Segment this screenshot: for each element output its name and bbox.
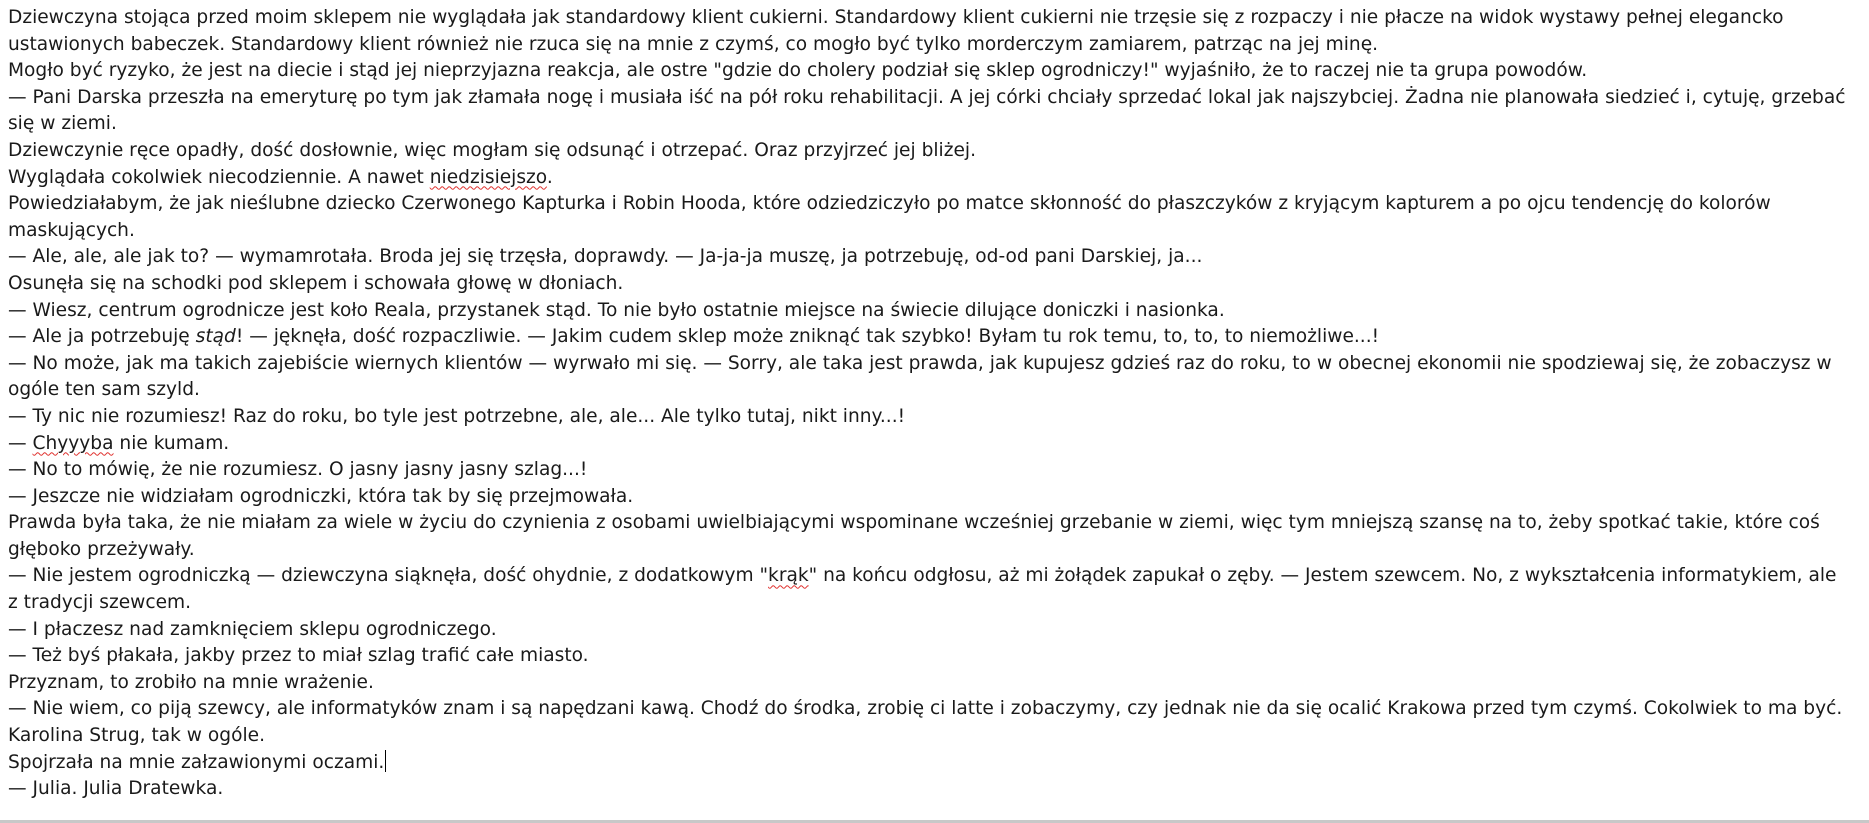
paragraph-p10[interactable] xyxy=(8,324,1848,351)
text-run: Przyznam, to zrobiło na mnie wrażenie. xyxy=(8,671,374,693)
spellcheck-flagged-word: niedzisiejszo xyxy=(429,166,547,188)
paragraph-p11[interactable] xyxy=(8,351,1848,404)
text-run: Prawda była taka, że nie miałam za wiele w życiu do czynienia z osobami uwielbiającymi wspominane wcześniej grzebanie w ziemi, więc tym mniejszą szansę na to, żeby spotkać takie, które coś głęboko przeżywały. xyxy=(8,512,1826,560)
paragraph-p14[interactable] xyxy=(8,457,1848,484)
paragraph-p23[interactable] xyxy=(8,776,1848,803)
text-run: — Julia. Julia Dratewka. xyxy=(8,778,224,800)
paragraph-p18[interactable] xyxy=(8,617,1848,644)
text-run: — Wiesz, centrum ogrodnicze jest koło Reala, przystanek stąd. To nie było ostatnie miejsce na świecie dilujące doniczki i nasionka. xyxy=(8,299,1225,321)
text-run: Wyglądała cokolwiek niecodziennie. A nawet xyxy=(8,166,430,188)
paragraph-p15[interactable] xyxy=(8,484,1848,511)
paragraph-p22[interactable] xyxy=(8,750,1848,777)
text-cursor xyxy=(385,750,386,772)
text-run: — xyxy=(8,432,33,454)
text-run: — No może, jak ma takich zajebiście wiernych klientów — wyrwało mi się. — Sorry, ale taka jest prawda, jak kupujesz gdzieś raz do roku, to w obecnej ekonomii nie spodziewaj się, że zobaczysz w ogóle ten sam szyld. xyxy=(8,352,1838,401)
text-run: — Ale ja potrzebuję xyxy=(8,326,196,348)
text-run: — Nie wiem, co piją szewcy, ale informatyków znam i są napędzani kawą. Chodź do środka, zrobię ci latte i zobaczymy, czy jednak nie da się ocalić Krakowa przed tym czymś. Cokolwiek to ma być. Karolina Strug, tak w ogóle. xyxy=(8,698,1849,747)
text-run: Spojrzała na mnie załzawionymi oczami. xyxy=(8,751,385,773)
paragraph-p3[interactable] xyxy=(8,85,1852,138)
paragraph-p21[interactable] xyxy=(8,696,1848,749)
paragraph-p5[interactable] xyxy=(8,165,1848,192)
text-run: — Pani Darska przeszła na emeryturę po tym jak złamała nogę i musiała iść na pół roku rehabilitacji. A jej córki chciały sprzedać lokal jak najszybciej. Żadna nie planowała siedzieć i, cytuję, grzebać się w ziemi. xyxy=(8,86,1852,135)
text-run: Dziewczyna stojąca przed moim sklepem nie wyglądała jak standardowy klient cukierni. Standardowy klient cukierni nie trzęsie się z rozpaczy i nie płacze na widok wystawy pełnej elegancko ustawionych babeczek. Standardowy klient również nie rzuca się na mnie z czymś, co mogło być tylko morderczym zamiarem, patrząc na jej minę. xyxy=(8,7,1790,55)
paragraph-p20[interactable] xyxy=(8,670,1848,697)
text-run: . xyxy=(546,166,553,188)
paragraph-p7[interactable] xyxy=(8,244,1848,271)
text-run: — No to mówię, że nie rozumiesz. O jasny jasny jasny szlag...! xyxy=(8,459,588,481)
paragraph-p19[interactable] xyxy=(8,643,1848,670)
text-run: — Ty nic nie rozumiesz! Raz do roku, bo tyle jest potrzebne, ale, ale... Ale tylko tutaj, nikt inny...! xyxy=(8,405,906,427)
text-run: — Ale, ale, ale jak to? — wymamrotała. Broda jej się trzęsła, doprawdy. — Ja-ja-ja muszę, ja potrzebuję, od-od pani Darskiej, ja... xyxy=(8,246,1203,268)
italic-text: stąd xyxy=(195,326,236,348)
text-run: nie kumam. xyxy=(113,432,230,454)
text-run: Powiedziałabym, że jak nieślubne dziecko Czerwonego Kapturka i Robin Hooda, które odziedziczyło po matce skłonność do płaszczyków z kryjącym kapturem a po ojcu tendencję do kolorów maskujących. xyxy=(8,193,1777,241)
paragraph-p9[interactable] xyxy=(8,298,1848,325)
text-run: Osunęła się na schodki pod sklepem i schowała głowę w dłoniach. xyxy=(8,272,624,294)
paragraph-p12[interactable] xyxy=(8,404,1848,431)
spellcheck-flagged-word: Chyyyba xyxy=(32,432,114,454)
document-body[interactable] xyxy=(8,5,1852,803)
text-run: — Nie jestem ogrodniczką — dziewczyna siąknęła, dość ohydnie, z dodatkowym " xyxy=(8,565,769,587)
paragraph-p13[interactable] xyxy=(8,431,1848,458)
text-run: — Jeszcze nie widziałam ogrodniczki, która tak by się przejmowała. xyxy=(8,485,634,507)
paragraph-p1[interactable] xyxy=(8,5,1848,58)
text-run: ! — jęknęła, dość rozpaczliwie. — Jakim cudem sklep może zniknąć tak szybko! Byłam tu rok temu, to, to, to niemożliwe...! xyxy=(235,326,1380,348)
paragraph-p16[interactable] xyxy=(8,510,1848,563)
text-run: " na końcu odgłosu, aż mi żołądek zapukał o zęby. — Jestem szewcem. No, z wykształcenia informatykiem, ale z tradycji szewcem. xyxy=(8,565,1843,614)
paragraph-p4[interactable] xyxy=(8,138,1848,165)
text-run: — I płaczesz nad zamknięciem sklepu ogrodniczego. xyxy=(8,618,497,640)
paragraph-p8[interactable] xyxy=(8,271,1848,298)
text-run: Mogło być ryzyko, że jest na diecie i stąd jej nieprzyjazna reakcja, ale ostre "gdzie do cholery podział się sklep ogrodniczy!" wyjaśniło, że to raczej nie ta grupa powodów. xyxy=(8,60,1588,82)
text-run: Dziewczynie ręce opadły, dość dosłownie, więc mogłam się odsunąć i otrzepać. Oraz przyjrzeć jej bliżej. xyxy=(8,139,976,161)
spellcheck-flagged-word: krąk xyxy=(768,565,809,587)
paragraph-p2[interactable] xyxy=(8,58,1848,85)
paragraph-p17[interactable] xyxy=(8,563,1848,616)
text-run: — Też byś płakała, jakby przez to miał szlag trafić całe miasto. xyxy=(8,645,589,667)
paragraph-p6[interactable] xyxy=(8,191,1848,244)
